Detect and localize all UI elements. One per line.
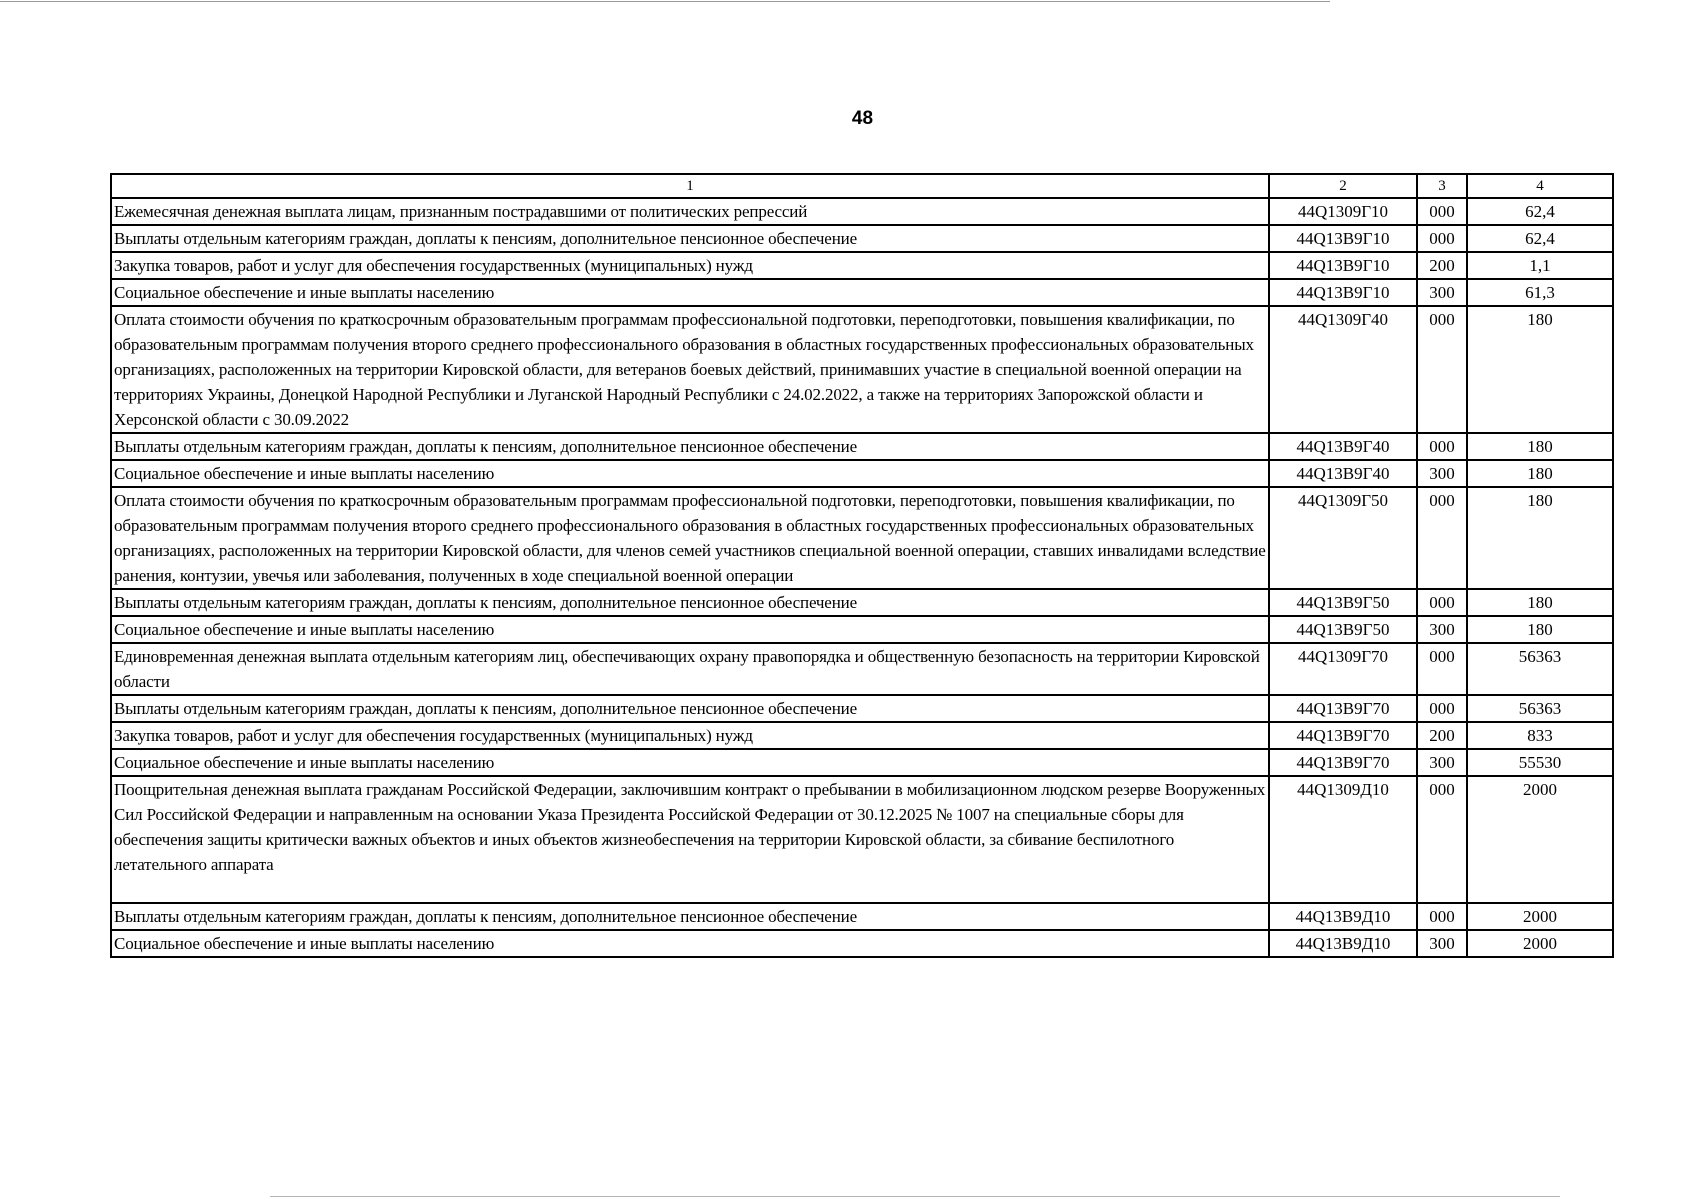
row-expense-type: 000 xyxy=(1417,487,1467,589)
scan-edge-bottom xyxy=(270,1196,1560,1197)
row-amount: 2000 xyxy=(1467,903,1613,930)
row-code: 44Q13В9Д10 xyxy=(1269,930,1417,957)
row-amount: 62,4 xyxy=(1467,225,1613,252)
row-code: 44Q13В9Г40 xyxy=(1269,433,1417,460)
header-col-3: 3 xyxy=(1417,174,1467,198)
row-expense-type: 000 xyxy=(1417,433,1467,460)
table-row xyxy=(111,589,1613,616)
row-expense-type: 300 xyxy=(1417,460,1467,487)
row-amount: 1,1 xyxy=(1467,252,1613,279)
budget-table xyxy=(110,173,1614,958)
table-row xyxy=(111,225,1613,252)
row-name: Единовременная денежная выплата отдельным категориям лиц, обеспечивающих охрану правопорядка и общественную безопасность на территории Кировской области xyxy=(111,643,1269,695)
row-amount: 180 xyxy=(1467,306,1613,433)
table-row xyxy=(111,198,1613,225)
row-expense-type: 000 xyxy=(1417,695,1467,722)
row-name: Социальное обеспечение и иные выплаты населению xyxy=(111,616,1269,643)
row-name: Социальное обеспечение и иные выплаты населению xyxy=(111,460,1269,487)
row-expense-type: 200 xyxy=(1417,722,1467,749)
row-expense-type: 200 xyxy=(1417,252,1467,279)
row-code: 44Q13В9Г40 xyxy=(1269,460,1417,487)
row-amount: 180 xyxy=(1467,589,1613,616)
header-col-4: 4 xyxy=(1467,174,1613,198)
row-amount: 61,3 xyxy=(1467,279,1613,306)
row-amount: 180 xyxy=(1467,433,1613,460)
row-expense-type: 000 xyxy=(1417,903,1467,930)
row-code: 44Q1309Г40 xyxy=(1269,306,1417,433)
table-row xyxy=(111,930,1613,957)
row-name: Выплаты отдельным категориям граждан, доплаты к пенсиям, дополнительное пенсионное обеспечение xyxy=(111,433,1269,460)
table-row xyxy=(111,749,1613,776)
row-expense-type: 300 xyxy=(1417,749,1467,776)
row-code: 44Q13В9Г10 xyxy=(1269,252,1417,279)
row-amount: 833 xyxy=(1467,722,1613,749)
row-expense-type: 300 xyxy=(1417,279,1467,306)
row-amount: 2000 xyxy=(1467,776,1613,903)
row-amount: 180 xyxy=(1467,460,1613,487)
row-expense-type: 300 xyxy=(1417,616,1467,643)
row-code: 44Q1309Г50 xyxy=(1269,487,1417,589)
row-name: Выплаты отдельным категориям граждан, доплаты к пенсиям, дополнительное пенсионное обеспечение xyxy=(111,695,1269,722)
row-expense-type: 000 xyxy=(1417,225,1467,252)
row-name: Оплата стоимости обучения по краткосрочным образовательным программам профессиональной подготовки, переподготовки, повышения квалификации, по образовательным программам получения второго среднего профессионального образования в областных государственных профессиональных образовательных организациях, расположенных на территории Кировской области, для ветеранов боевых действий, принимавших участие в специальной военной операции на территориях Украины, Донецкой Народной Республики и Луганской Народный Республики с 24.02.2022, а также на территориях Запорожской области и Херсонской области с 30.09.2022 xyxy=(111,306,1269,433)
row-expense-type: 300 xyxy=(1417,930,1467,957)
table-row xyxy=(111,279,1613,306)
table-row xyxy=(111,903,1613,930)
row-code: 44Q1309Д10 xyxy=(1269,776,1417,903)
row-expense-type: 000 xyxy=(1417,306,1467,433)
row-name: Поощрительная денежная выплата гражданам Российской Федерации, заключившим контракт о пребывании в мобилизационном людском резерве Вооруженных Сил Российской Федерации и направленным на основании Указа Президента Российской Федерации от 30.12.2025 № 1007 на специальные сборы для обеспечения защиты критически важных объектов и иных объектов жизнеобеспечения на территории Кировской области, за сбивание беспилотного летательного аппарата xyxy=(111,776,1269,903)
row-name: Закупка товаров, работ и услуг для обеспечения государственных (муниципальных) нужд xyxy=(111,252,1269,279)
table-row xyxy=(111,306,1613,433)
row-amount: 62,4 xyxy=(1467,198,1613,225)
row-expense-type: 000 xyxy=(1417,589,1467,616)
row-code: 44Q13В9Г70 xyxy=(1269,695,1417,722)
row-expense-type: 000 xyxy=(1417,776,1467,903)
row-code: 44Q13В9Г50 xyxy=(1269,589,1417,616)
row-amount: 180 xyxy=(1467,487,1613,589)
table-row xyxy=(111,433,1613,460)
scan-edge-top xyxy=(0,1,1330,2)
row-name: Оплата стоимости обучения по краткосрочным образовательным программам профессиональной подготовки, переподготовки, повышения квалификации, по образовательным программам получения второго среднего профессионального образования в областных государственных профессиональных образовательных организациях, расположенных на территории Кировской области, для членов семей участников специальной военной операции, ставших инвалидами вследствие ранения, контузии, увечья или заболевания, полученных в ходе специальной военной операции xyxy=(111,487,1269,589)
row-code: 44Q1309Г10 xyxy=(1269,198,1417,225)
row-name: Выплаты отдельным категориям граждан, доплаты к пенсиям, дополнительное пенсионное обеспечение xyxy=(111,903,1269,930)
row-amount: 2000 xyxy=(1467,930,1613,957)
header-col-2: 2 xyxy=(1269,174,1417,198)
table-row xyxy=(111,643,1613,695)
table-row xyxy=(111,460,1613,487)
row-name: Социальное обеспечение и иные выплаты населению xyxy=(111,930,1269,957)
page-number: 48 xyxy=(851,108,874,129)
row-name: Ежемесячная денежная выплата лицам, признанным пострадавшими от политических репрессий xyxy=(111,198,1269,225)
row-name: Закупка товаров, работ и услуг для обеспечения государственных (муниципальных) нужд xyxy=(111,722,1269,749)
row-amount: 56363 xyxy=(1467,695,1613,722)
row-name: Социальное обеспечение и иные выплаты населению xyxy=(111,749,1269,776)
row-code: 44Q13В9Г10 xyxy=(1269,279,1417,306)
row-amount: 180 xyxy=(1467,616,1613,643)
table-row xyxy=(111,252,1613,279)
table-row xyxy=(111,695,1613,722)
row-code: 44Q13В9Г70 xyxy=(1269,749,1417,776)
row-expense-type: 000 xyxy=(1417,643,1467,695)
row-code: 44Q13В9Г50 xyxy=(1269,616,1417,643)
row-code: 44Q13В9Д10 xyxy=(1269,903,1417,930)
header-col-1: 1 xyxy=(111,174,1269,198)
header-row xyxy=(111,174,1613,198)
row-name: Выплаты отдельным категориям граждан, доплаты к пенсиям, дополнительное пенсионное обеспечение xyxy=(111,589,1269,616)
table-row xyxy=(111,722,1613,749)
row-code: 44Q1309Г70 xyxy=(1269,643,1417,695)
table-row xyxy=(111,616,1613,643)
table-row xyxy=(111,487,1613,589)
row-code: 44Q13В9Г10 xyxy=(1269,225,1417,252)
row-code: 44Q13В9Г70 xyxy=(1269,722,1417,749)
row-name: Выплаты отдельным категориям граждан, доплаты к пенсиям, дополнительное пенсионное обеспечение xyxy=(111,225,1269,252)
table-row xyxy=(111,776,1613,903)
row-amount: 55530 xyxy=(1467,749,1613,776)
row-amount: 56363 xyxy=(1467,643,1613,695)
row-expense-type: 000 xyxy=(1417,198,1467,225)
row-name: Социальное обеспечение и иные выплаты населению xyxy=(111,279,1269,306)
